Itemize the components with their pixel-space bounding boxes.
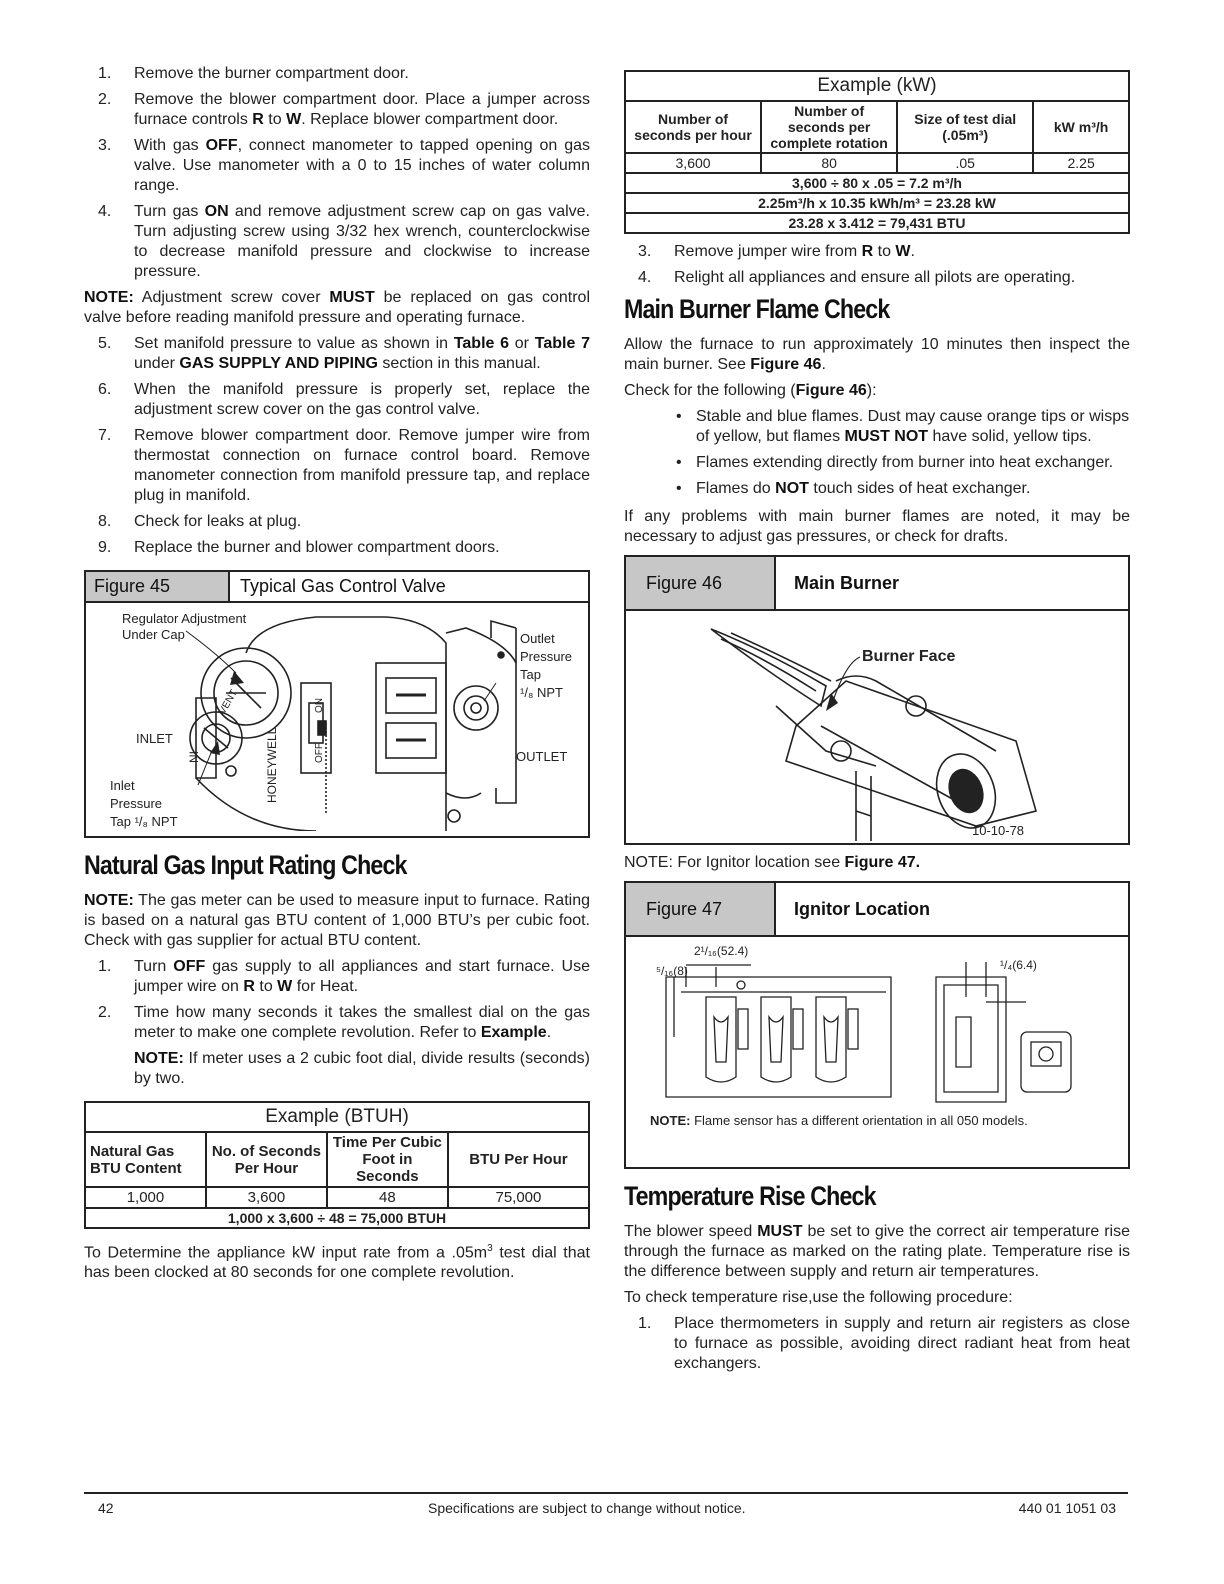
note-adjustment-screw: NOTE: Adjustment screw cover MUST be replaced on gas control valve before reading manifold pressure and operating furnace. (84, 289, 591, 326)
procedure-steps-d (624, 242, 1130, 288)
label-off: OFF (314, 743, 325, 763)
closing-paragraph: To Determine the appliance kW input rate from a $.05m^3$ test dial that has been clocked at 80 seconds for one complete revolution. (84, 1243, 590, 1282)
right-column (624, 70, 1130, 1380)
table-cell: 48 (327, 1187, 448, 1208)
list-item: • Flames do NOT touch sides of heat exchanger. (624, 479, 1130, 499)
figure-46 (624, 555, 1130, 845)
paragraph-problems: If any problems with main burner flames are noted, it may be necessary to adjust gas pressures, or check for drafts. (624, 508, 1130, 545)
list-item: • Stable and blue flames. Dust may cause orange tips or wisps of yellow, but flames MUST NOT have solid, yellow tips. (624, 407, 1130, 447)
list-item: 7. Remove blower compartment door. Remove jumper wire from thermostat connection on furnace control board. Remove manometer connection from manifold pressure tap, and replace plug in manifold. (98, 427, 590, 504)
table-row (625, 153, 1129, 173)
table-header: No. of Seconds Per Hour (206, 1132, 327, 1187)
figure-46-title: Main Burner (794, 573, 900, 593)
heading-natural-gas-input: Natural Gas Input Rating Check (84, 850, 407, 880)
label-ni: NI (187, 751, 201, 763)
table-row (85, 1187, 589, 1208)
label-on: ON (314, 698, 325, 713)
label-outlet-pressure-2: Pressure (520, 649, 573, 664)
table-calculation: 2.25m³/h x 10.35 kWh/m³ = 23.28 kW (625, 193, 1129, 213)
figure-45-header (86, 572, 588, 603)
table-title: Example (kW) (625, 71, 1129, 101)
figure-45 (84, 570, 590, 838)
figure-45-title: Typical Gas Control Valve (240, 576, 446, 596)
figure-47 (624, 881, 1130, 1169)
list-item: 4. Relight all appliances and ensure all pilots are operating. (638, 269, 1076, 286)
procedure-steps-e (624, 1314, 1130, 1374)
label-outlet-pressure-3: Tap (520, 667, 541, 682)
figure-47-header (626, 883, 1128, 937)
table-cell: 1,000 (85, 1187, 206, 1208)
table-header: Number of seconds per hour (625, 101, 761, 153)
figure-45-number: Figure 45 (86, 572, 230, 601)
page-footer (84, 1492, 1128, 1516)
label-inlet-pressure: Inlet (110, 778, 135, 793)
figure-47-title: Ignitor Location (794, 899, 930, 919)
label-outlet-pressure: Outlet (520, 631, 555, 646)
figure-code: 10-10-78 (972, 823, 1025, 838)
example-btuh-table (84, 1101, 590, 1229)
list-item: • Flames extending directly from burner into heat exchanger. (624, 453, 1130, 473)
label-outlet: OUTLET (516, 749, 568, 764)
label-inlet-pressure-2: Pressure (110, 796, 163, 811)
table-header: Time Per Cubic Foot in Seconds (327, 1132, 448, 1187)
note-gas-meter: NOTE: The gas meter can be used to measure input to furnace. Rating is based on a natural gas BTU content of 1,000 BTU’s per cubic foot. Check with gas supplier for actual BTU content. (84, 892, 590, 949)
list-item: 4. Turn gas ON and remove adjustment screw cap on gas valve. Turn adjusting screw using 3/32 hex wrench, counterclockwise to decrease manifold pressure and clockwise to increase pressure. (98, 203, 590, 280)
label-regulator: Regulator Adjustment (122, 611, 247, 626)
paragraph-run-furnace: Allow the furnace to run approximately 10 minutes then inspect the main burner. See Figure 46. (624, 336, 1130, 373)
left-column (84, 64, 590, 1289)
label-under-cap: Under Cap (122, 627, 185, 642)
table-title: Example (BTUH) (85, 1102, 589, 1132)
arrow-icon (230, 671, 244, 685)
list-item: 1. Remove the burner compartment door. (98, 65, 409, 82)
list-item: 1. Place thermometers in supply and return air registers as close to furnace as possible, avoiding direct radiant heat from heat exchangers. (638, 1315, 1130, 1372)
flame-checklist (624, 407, 1130, 499)
label-inlet: INLET (136, 731, 173, 746)
arrow-icon (210, 741, 220, 755)
document-code: 440 01 1051 03 (1018, 1500, 1116, 1516)
main-burner-illustration (626, 611, 1128, 841)
procedure-steps-b (84, 334, 590, 558)
heading-temperature-rise: Temperature Rise Check (624, 1181, 876, 1211)
label-inlet-pressure-3: Tap ¹/₈ NPT (110, 814, 178, 829)
paragraph-blower-speed: The blower speed MUST be set to give the correct air temperature rise through the furnace as marked on the rating plate. Temperature rise is the difference between supply and return air temperatures. (624, 1223, 1130, 1280)
table-calculation: 23.28 x 3.412 = 79,431 BTU (625, 213, 1129, 233)
table-cell: 75,000 (448, 1187, 589, 1208)
list-item: 1. Turn OFF gas supply to all appliances and start furnace. Use jumper wire on R to W for Heat. (98, 958, 591, 995)
label-burner-face: Burner Face (862, 648, 956, 665)
paragraph-check-procedure: To check temperature rise,use the following procedure: (624, 1289, 1013, 1306)
list-item: 6. When the manifold pressure is properly set, replace the adjustment screw cover on the gas control valve. (98, 381, 590, 418)
list-item: 9. Replace the burner and blower compartment doors. (98, 539, 500, 556)
table-calculation: 1,000 x 3,600 ÷ 48 = 75,000 BTUH (85, 1208, 589, 1228)
table-header: BTU Per Hour (448, 1132, 589, 1187)
paragraph-check-following: Check for the following (Figure 46): (624, 382, 877, 399)
page-number: 42 (98, 1500, 114, 1516)
list-item: 3. With gas OFF, connect manometer to tapped opening on gas valve. Use manometer with a 0 to 15 inches of water column range. (98, 137, 591, 194)
list-item: 8. Check for leaks at plug. (98, 513, 302, 530)
list-item: 2. Remove the blower compartment door. Place a jumper across furnace controls R to W. Replace blower compartment door. (98, 91, 590, 128)
list-item: 2. Time how many seconds it takes the smallest dial on the gas meter to make one complete revolution. Refer to Example. NOTE: If meter uses a 2 cubic foot dial, divide results (seconds) by two. (98, 1004, 590, 1087)
table-header: Number of seconds per complete rotation (761, 101, 897, 153)
dimension-c: ¹/₄(6.4) (1000, 958, 1037, 972)
figure-47-note: NOTE: Flame sensor has a different orientation in all 050 models. (650, 1113, 1028, 1128)
table-cell: 3,600 (625, 153, 761, 173)
table-header: Size of test dial (.05m³) (897, 101, 1033, 153)
table-cell: 2.25 (1033, 153, 1129, 173)
note-two-cubic-foot: NOTE: If meter uses a 2 cubic foot dial, divide results (seconds) by two. (134, 1050, 590, 1087)
heading-main-burner: Main Burner Flame Check (624, 294, 890, 324)
dimension-b: ⁵/₁₆(8) (656, 964, 688, 978)
figure-47-number: Figure 47 (626, 883, 776, 935)
figure-46-header (626, 557, 1128, 611)
footer-disclaimer: Specifications are subject to change without notice. (428, 1500, 746, 1516)
procedure-steps-a (84, 64, 590, 282)
table-header: Natural Gas BTU Content (85, 1132, 206, 1187)
arrow-icon (826, 693, 838, 711)
table-cell: 3,600 (206, 1187, 327, 1208)
table-calculation: 3,600 ÷ 80 x .05 = 7.2 m³/h (625, 173, 1129, 193)
example-kw-table (624, 70, 1130, 234)
label-vent: VENT (217, 687, 240, 717)
dimension-a: 2¹/₁₆(52.4) (694, 944, 749, 958)
label-outlet-pressure-4: ¹/₈ NPT (520, 685, 563, 700)
label-honeywell: HONEYWELL (265, 727, 279, 803)
note-ignitor-location: NOTE: For Ignitor location see Figure 47. (624, 854, 921, 871)
list-item: 5. Set manifold pressure to value as shown in Table 6 or Table 7 under GAS SUPPLY AND PIPING section in this manual. (98, 335, 590, 372)
figure-46-number: Figure 46 (626, 557, 776, 609)
table-cell: .05 (897, 153, 1033, 173)
table-cell: 80 (761, 153, 897, 173)
procedure-steps-c (84, 957, 590, 1089)
ignitor-location-illustration (626, 937, 1128, 1133)
gas-control-valve-illustration (86, 603, 588, 831)
list-item: 3. Remove jumper wire from R to W. (638, 243, 915, 260)
table-header: kW m³/h (1033, 101, 1129, 153)
